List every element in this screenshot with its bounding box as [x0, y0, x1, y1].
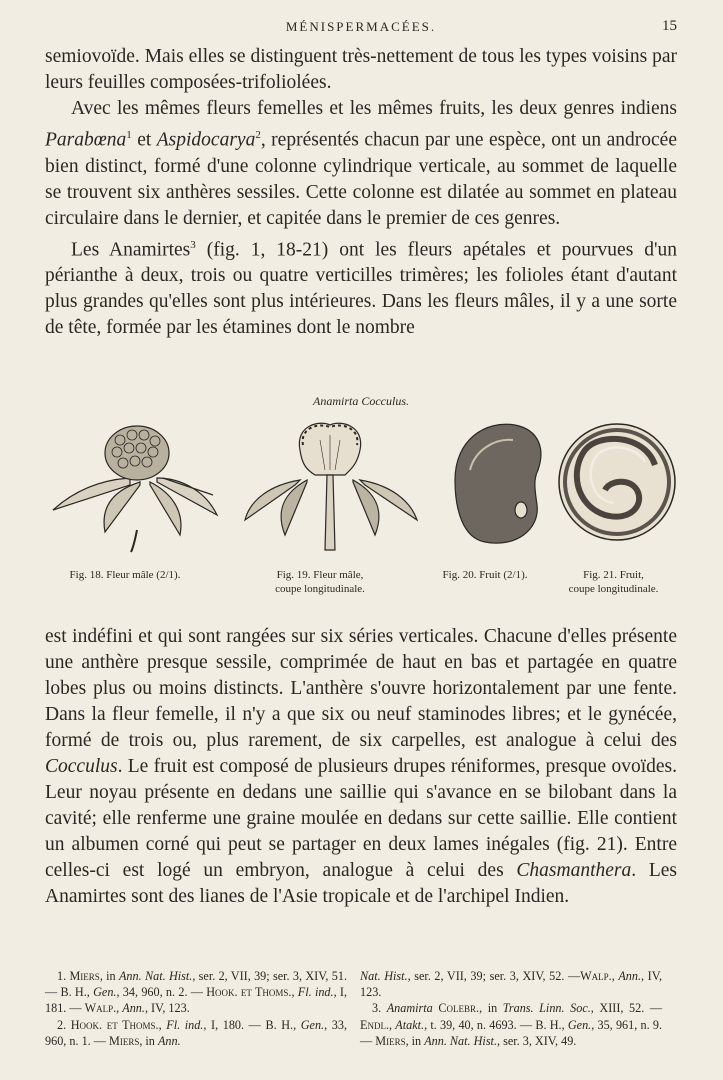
paragraph-4: est indéfini et qui sont rangées sur six séries verticales. Chacune d'elles présente une anthère presque sessile, comprimée de haut en bas et partagée en quatre lobes plus ou moins distincts. L'anthère s'ouvre horizontalement par une fente. Dans la fleur femelle, il n'y a que six ou neuf staminodes libres; et le gynécée, formé de trois ou, plus rarement, de six carpelles, est analogue à celui des Cocculus. Le fruit est composé de plusieurs drupes réniformes, presque ovoïdes. Leur noyau présente en dedans une saillie qui s'avance en se bilobant dans la cavité; elle renferme une graine moulée en dedans sur cette saillie. Elle contient un albumen corné qui peut se partager en deux lames inégales (fig. 21). Entre celles-ci est logé un embryon, analogue à celui des Chasmanthera. Les Anamirtes sont des lianes de l'Asie tropicale et de l'archipel Indien. [45, 626, 677, 907]
body-text-top [45, 44, 677, 341]
page-header [45, 15, 677, 39]
caption-fig21: Fig. 21. Fruit, coupe longitudinale. [568, 569, 659, 595]
paragraph-3: Les Anamirtes$^3$ (fig. 1, 18-21) ont les fleurs apétales et pourvues d'un périanthe à deux, trois ou quatre verticilles trimères; les folioles étant d'autant plus grandes qu'elles sont plus intérieures. Dans les fleurs mâles, il y a une sorte de tête, formée par les étamines dont le nombre [45, 238, 677, 338]
figure-illustrations [45, 410, 677, 560]
figure-title: Anamirta Cocculus. [313, 394, 409, 408]
fig21-fruit-section-illustration [559, 424, 675, 540]
genus-aspidocarya: Aspidocarya [156, 129, 256, 151]
figure-anamirta-cocculus [45, 390, 677, 600]
fig18-male-flower-illustration [53, 426, 217, 552]
genus-parabaena: Parabœna [45, 129, 127, 151]
genus-cocculus: Cocculus [45, 756, 118, 777]
body-text-bottom [45, 624, 677, 910]
caption-fig20: Fig. 20. Fruit (2/1). [442, 569, 528, 581]
paragraph-1: semiovoïde. Mais elles se distinguent très-nettement de tous les types voisins par leurs feuilles composées-trifoliolées. [45, 46, 677, 93]
footnote-ref-1[interactable]: 1 [126, 129, 132, 141]
caption-fig19: Fig. 19. Fleur mâle, coupe longitudinale. [275, 569, 365, 595]
footnotes-right-column [360, 968, 662, 1049]
genus-chasmanthera: Chasmanthera [516, 860, 632, 881]
caption-fig18: Fig. 18. Fleur mâle (2/1). [69, 569, 181, 581]
footnote-3: 3. Anamirta Colebr., in Trans. Linn. Soc., XIII, 52. — Endl., Atakt., t. 39, 40, n. 4693. — B. H., Gen., 35, 961, n. 9. — Miers, in Ann. Nat. Hist., ser. 3, XIV, 49. [360, 1001, 663, 1048]
page-number: 15 [662, 18, 677, 34]
footnote-ref-2[interactable]: 2 [255, 129, 261, 141]
fig19-flower-section-illustration [245, 423, 417, 550]
fig20-fruit-illustration [455, 424, 541, 543]
footnote-ref-3[interactable]: 3 [190, 238, 196, 251]
footnote-1: 1. Miers, in Ann. Nat. Hist., ser. 2, VII, 39; ser. 3, XIV, 51. — B. H., Gen., 34, 960, n. 2. — Hook. et Thoms., Fl. ind., I, 181. — Walp., Ann., IV, 123. [45, 969, 348, 1016]
running-head: MÉNISPERMACÉES. [285, 19, 437, 34]
footnote-2-continued: Nat. Hist., ser. 2, VII, 39; ser. 3, XIV, 52. —Walp., Ann., IV, 123. [360, 969, 663, 1000]
footnote-2: 2. Hook. et Thoms., Fl. ind., I, 180. — B. H., Gen., 33, 960, n. 1. — Miers, in Ann. [45, 1017, 347, 1048]
footnotes-left-column [45, 968, 347, 1049]
page [45, 0, 677, 1080]
paragraph-2: Avec les mêmes fleurs femelles et les mêmes fruits, les deux genres indiens Parabœna$^1$ et Aspidocarya$^2$, représentés chacun par une espèce, ont un androcée bien distinct, formé d'une colonne cylindrique verticale, au sommet de laquelle se trouvent six anthères sessiles. Cette colonne est dilatée au sommet en plateau circulaire dans le dernier, et capitée dans le premier de ces genres. [45, 98, 677, 229]
